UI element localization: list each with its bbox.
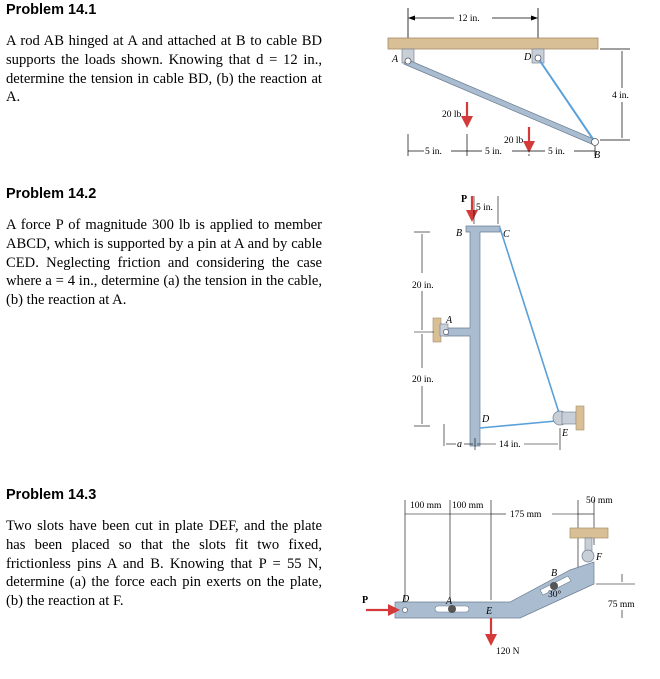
dim-100mm-1: 100 mm <box>410 501 442 511</box>
problem-14-2 <box>6 186 322 310</box>
label-e: E <box>562 428 569 439</box>
load-120n-label: 120 N <box>496 647 520 657</box>
dim-175mm: 175 mm <box>510 510 542 520</box>
problem-title: Problem 14.1 <box>6 2 97 18</box>
wall-e <box>576 406 584 430</box>
label-b: B <box>456 228 463 239</box>
dim-100mm-2: 100 mm <box>452 501 484 511</box>
dim-5in-1: 5 in. <box>425 147 442 157</box>
problem-title: Problem 14.2 <box>6 186 97 202</box>
problem-text: A force P of magnitude 300 lb is applied to member ABCD, which is supported by a pin at A and by cable CED. Neglecting friction and considering the case where a = 4 in., determine (a) the tension in the cable, (b) the reaction at A. <box>6 217 322 309</box>
label-a: A <box>446 315 453 326</box>
label-p: P <box>362 595 369 606</box>
label-b: B <box>551 568 558 579</box>
dim-5in-2: 5 in. <box>485 147 502 157</box>
roller-f <box>582 550 594 562</box>
figure-14-1 <box>360 4 650 169</box>
dim-75mm: 75 mm <box>608 600 635 610</box>
load-1-label: 20 lb <box>442 110 462 120</box>
dim-14in: 14 in. <box>499 440 521 450</box>
plate-def <box>395 562 594 618</box>
pin-b <box>550 582 558 590</box>
ceiling-beam <box>388 38 598 49</box>
label-c: C <box>503 229 510 240</box>
load-2-label: 20 lb <box>504 136 524 146</box>
dim-20in-upper: 20 in. <box>412 281 434 291</box>
load-arrow-2 <box>523 127 535 153</box>
load-120n-arrow <box>485 618 497 646</box>
dim-20in-lower: 20 in. <box>412 375 434 385</box>
problem-14-3 <box>6 487 322 611</box>
cable-ed <box>480 421 556 428</box>
ceiling-f <box>570 528 608 538</box>
problem-text: Two slots have been cut in plate DEF, and the plate has been placed so that the slots fit two fixed, frictionless pins A and B. Knowing that P = 55 N, determine (a) the force each pin exerts on the plate, (b) the reaction at F. <box>6 518 322 610</box>
cable-ce <box>500 228 560 416</box>
member-abcd <box>444 226 500 446</box>
label-d: D <box>482 414 490 425</box>
label-b: B <box>594 150 601 161</box>
dim-5in-3: 5 in. <box>548 147 565 157</box>
label-d: D <box>402 594 410 605</box>
label-a: A <box>446 596 453 607</box>
label-d: D <box>524 52 532 63</box>
dim-a: a <box>457 439 462 450</box>
label-p: P <box>461 194 468 205</box>
dim-12in: 12 in. <box>458 14 480 24</box>
label-f: F <box>596 552 603 563</box>
angle-30: 30° <box>548 590 562 600</box>
load-arrow-1 <box>461 102 473 128</box>
problem-text: A rod AB hinged at A and attached at B to cable BD supports the loads shown. Knowing that d = 12 in., determine the tension in cable BD, (b) the reaction at A. <box>6 33 322 106</box>
label-e: E <box>486 606 493 617</box>
figure-14-2 <box>400 188 600 458</box>
problem-14-1 <box>6 2 322 107</box>
dim-5in: 5 in. <box>476 203 493 213</box>
problem-title: Problem 14.3 <box>6 487 97 503</box>
label-a: A <box>392 54 399 65</box>
figure-14-3 <box>360 490 660 675</box>
dim-4in: 4 in. <box>612 91 629 101</box>
dim-50mm: 50 mm <box>586 496 613 506</box>
